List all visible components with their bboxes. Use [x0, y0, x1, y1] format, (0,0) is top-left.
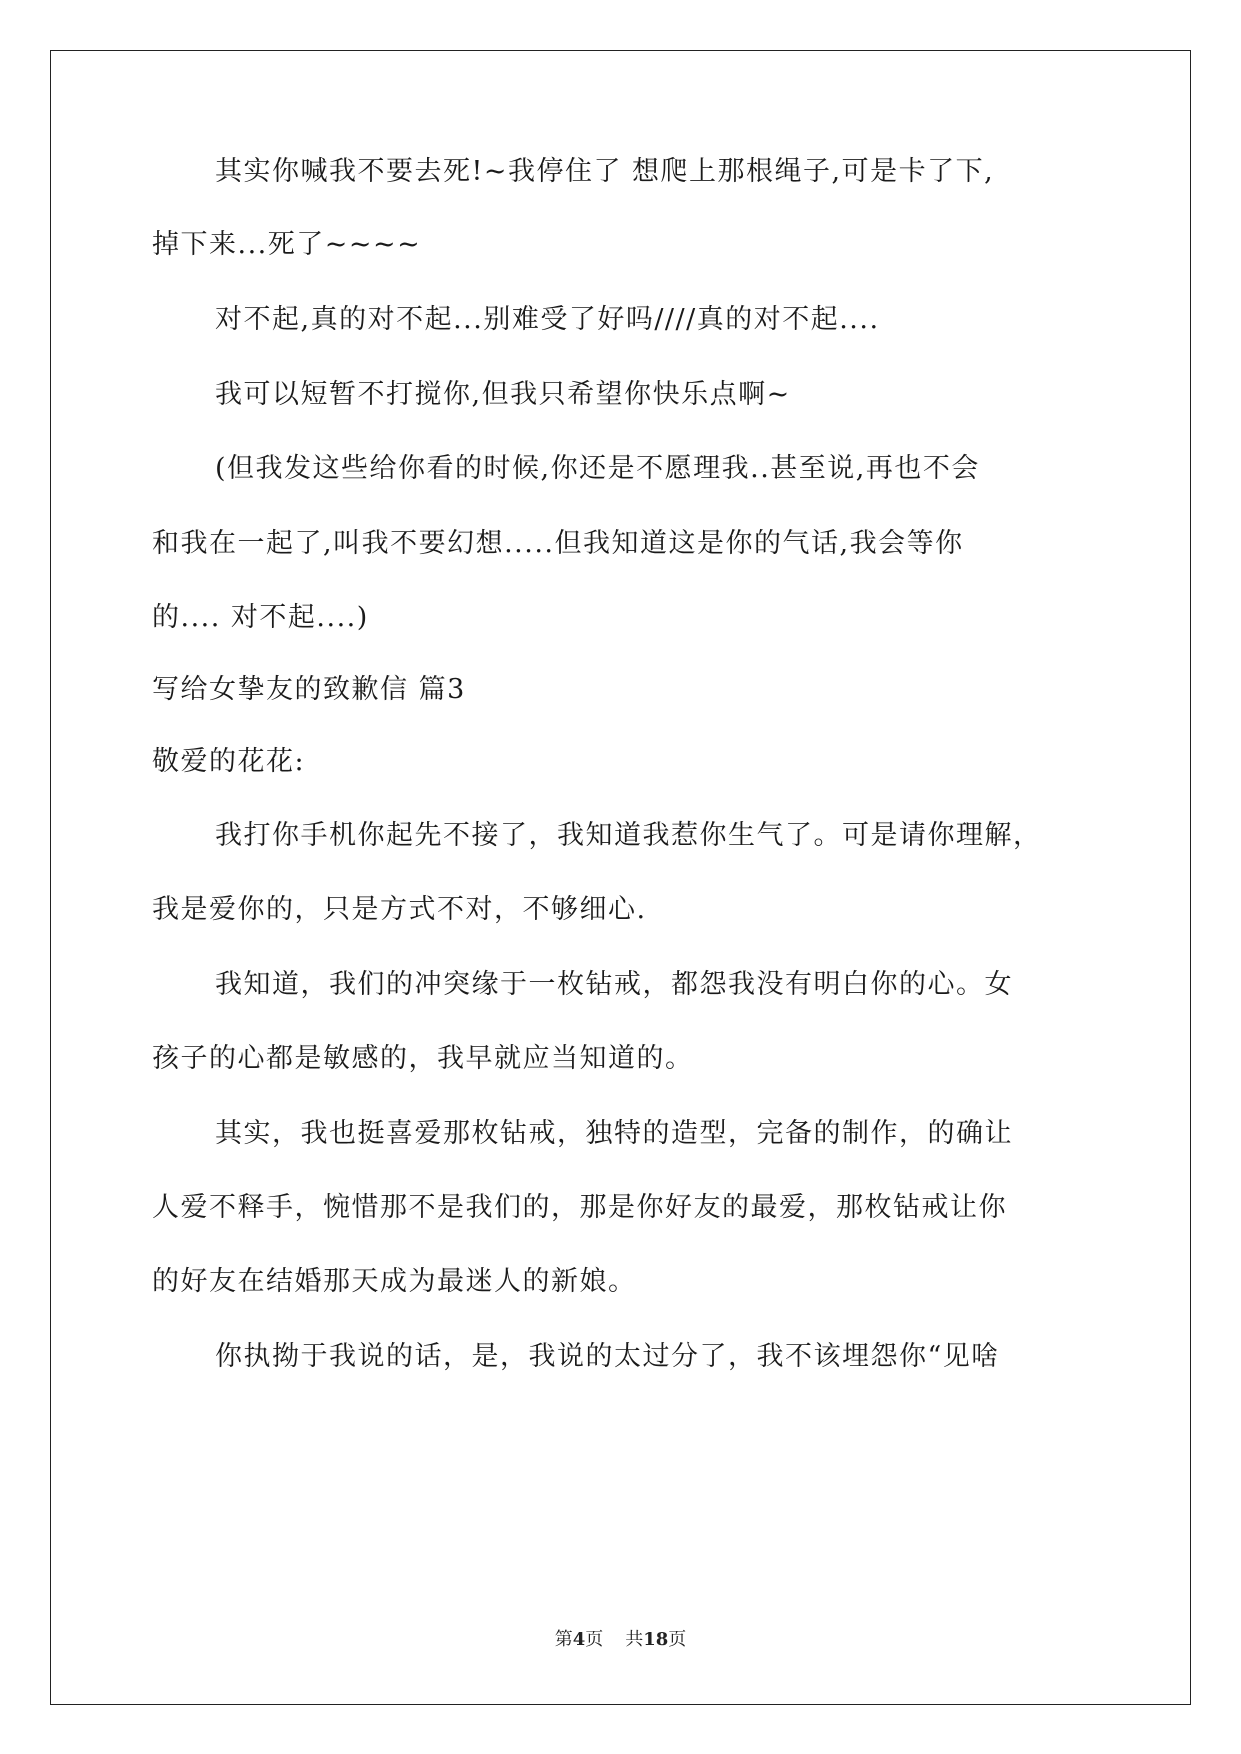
text-line: 我是爱你的，只是方式不对，不够细心. [152, 894, 647, 925]
text-line: 对不起,真的对不起...别难受了好吗////真的对不起.... [215, 304, 880, 335]
text-line: 的.... 对不起....) [152, 602, 369, 633]
text-line: 我可以短暂不打搅你,但我只希望你快乐点啊~ [215, 379, 791, 410]
text-line: 我打你手机你起先不接了，我知道我惹你生气了。可是请你理解， [215, 820, 1042, 851]
section-heading: 写给女挚友的致歉信 篇3 [152, 674, 466, 705]
text-line: 孩子的心都是敏感的，我早就应当知道的。 [152, 1043, 694, 1074]
text-line: 我知道，我们的冲突缘于一枚钻戒，都怨我没有明白你的心。女 [215, 969, 1013, 1000]
salutation: 敬爱的花花: [152, 746, 306, 777]
footer-page-total: 18 [643, 1629, 669, 1650]
footer-page-suffix: 页 [585, 1629, 604, 1650]
footer-page-current: 4 [572, 1629, 586, 1650]
text-line: (但我发这些给你看的时候,你还是不愿理我..甚至说,再也不会 [215, 453, 980, 484]
text-line: 的好友在结婚那天成为最迷人的新娘。 [152, 1266, 637, 1297]
text-line: 人爱不释手，惋惜那不是我们的，那是你好友的最爱，那枚钻戒让你 [152, 1192, 1007, 1223]
page-footer [0, 1625, 1241, 1651]
footer-page-prefix: 第 [554, 1629, 573, 1650]
text-line: 你执拗于我说的话，是，我说的太过分了，我不该埋怨你“见啥 [215, 1341, 1000, 1372]
text-line: 其实，我也挺喜爱那枚钻戒，独特的造型，完备的制作，的确让 [215, 1118, 1013, 1149]
text-line: 掉下来...死了~~~~ [152, 229, 422, 260]
footer-total-suffix: 页 [668, 1629, 687, 1650]
text-line: 和我在一起了,叫我不要幻想.....但我知道这是你的气话,我会等你 [152, 528, 964, 559]
page-border [50, 50, 1191, 1705]
footer-total-prefix: 共 [625, 1629, 644, 1650]
text-line: 其实你喊我不要去死!~我停住了 想爬上那根绳子,可是卡了下, [215, 156, 995, 187]
